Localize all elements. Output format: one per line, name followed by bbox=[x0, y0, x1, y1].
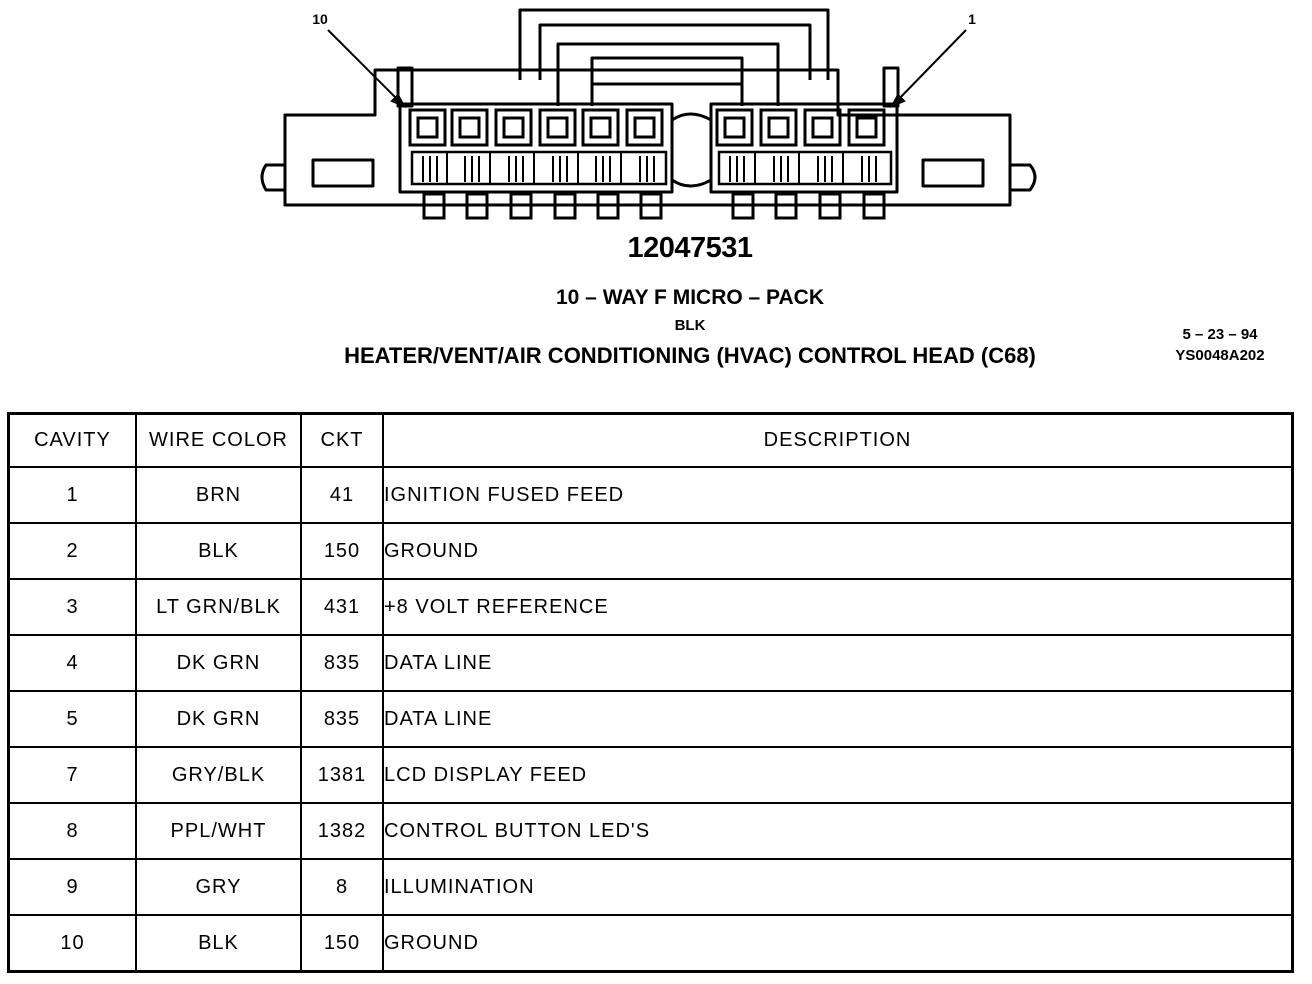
wire-color-cell: PPL/WHT bbox=[136, 803, 301, 859]
description-cell: DATA LINE bbox=[383, 635, 1293, 691]
part-number: 12047531 bbox=[627, 232, 753, 264]
table-row bbox=[9, 691, 1293, 747]
connector-right-slot bbox=[923, 160, 983, 186]
table-row bbox=[9, 915, 1293, 972]
ckt-cell: 431 bbox=[301, 579, 383, 635]
connector-name: HEATER/VENT/AIR CONDITIONING (HVAC) CONTROL HEAD (C68) bbox=[344, 343, 1036, 368]
wire-color-cell: GRY bbox=[136, 859, 301, 915]
wire-color-cell: DK GRN bbox=[136, 635, 301, 691]
table-row bbox=[9, 635, 1293, 691]
header-ckt: CKT bbox=[301, 414, 383, 468]
terminal-slots bbox=[412, 152, 891, 184]
callout-label-1: 1 bbox=[968, 11, 976, 27]
cavity-squares bbox=[410, 110, 884, 145]
callout-label-10: 10 bbox=[312, 11, 328, 27]
cavity-cell: 5 bbox=[9, 691, 137, 747]
wire-color-cell: DK GRN bbox=[136, 691, 301, 747]
connector-color: BLK bbox=[674, 317, 706, 334]
description-cell: IGNITION FUSED FEED bbox=[383, 467, 1293, 523]
connector-face-drawing bbox=[0, 0, 1312, 232]
cavity-cell: 2 bbox=[9, 523, 137, 579]
ckt-cell: 150 bbox=[301, 915, 383, 972]
wire-color-cell: BLK bbox=[136, 915, 301, 972]
ckt-cell: 835 bbox=[301, 691, 383, 747]
document-code: YS0048A202 bbox=[1175, 347, 1265, 364]
ckt-cell: 1382 bbox=[301, 803, 383, 859]
description-cell: DATA LINE bbox=[383, 691, 1293, 747]
wire-color-cell: BRN bbox=[136, 467, 301, 523]
table-row bbox=[9, 859, 1293, 915]
table-row bbox=[9, 523, 1293, 579]
cavity-cell: 9 bbox=[9, 859, 137, 915]
callout-leader-10 bbox=[328, 30, 402, 104]
description-cell: CONTROL BUTTON LED'S bbox=[383, 803, 1293, 859]
header-description: DESCRIPTION bbox=[383, 414, 1293, 468]
wire-color-cell: BLK bbox=[136, 523, 301, 579]
ckt-cell: 835 bbox=[301, 635, 383, 691]
header-wire-color: WIRE COLOR bbox=[136, 414, 301, 468]
cavity-cell: 4 bbox=[9, 635, 137, 691]
pinout-table bbox=[7, 412, 1294, 973]
cavity-cell: 1 bbox=[9, 467, 137, 523]
description-cell: ILLUMINATION bbox=[383, 859, 1293, 915]
ckt-cell: 1381 bbox=[301, 747, 383, 803]
wire-color-cell: GRY/BLK bbox=[136, 747, 301, 803]
description-cell: GROUND bbox=[383, 915, 1293, 972]
document-date: 5 – 23 – 94 bbox=[1182, 326, 1258, 343]
table-row bbox=[9, 803, 1293, 859]
table-row bbox=[9, 747, 1293, 803]
wire-color-cell: LT GRN/BLK bbox=[136, 579, 301, 635]
table-header-row bbox=[9, 414, 1293, 468]
ckt-cell: 8 bbox=[301, 859, 383, 915]
description-cell: LCD DISPLAY FEED bbox=[383, 747, 1293, 803]
cavity-cell: 8 bbox=[9, 803, 137, 859]
description-cell: +8 VOLT REFERENCE bbox=[383, 579, 1293, 635]
ckt-cell: 41 bbox=[301, 467, 383, 523]
connector-right-ear bbox=[1010, 165, 1035, 190]
ckt-cell: 150 bbox=[301, 523, 383, 579]
cavity-cell: 10 bbox=[9, 915, 137, 972]
callout-leader-1 bbox=[894, 30, 966, 104]
cavity-cell: 7 bbox=[9, 747, 137, 803]
cavity-block-left bbox=[400, 104, 672, 192]
table-row bbox=[9, 579, 1293, 635]
table-row bbox=[9, 467, 1293, 523]
description-cell: GROUND bbox=[383, 523, 1293, 579]
connector-type: 10 – WAY F MICRO – PACK bbox=[555, 286, 825, 309]
connector-left-slot bbox=[313, 160, 373, 186]
header-cavity: CAVITY bbox=[9, 414, 137, 468]
cavity-cell: 3 bbox=[9, 579, 137, 635]
connector-left-ear bbox=[262, 165, 285, 190]
